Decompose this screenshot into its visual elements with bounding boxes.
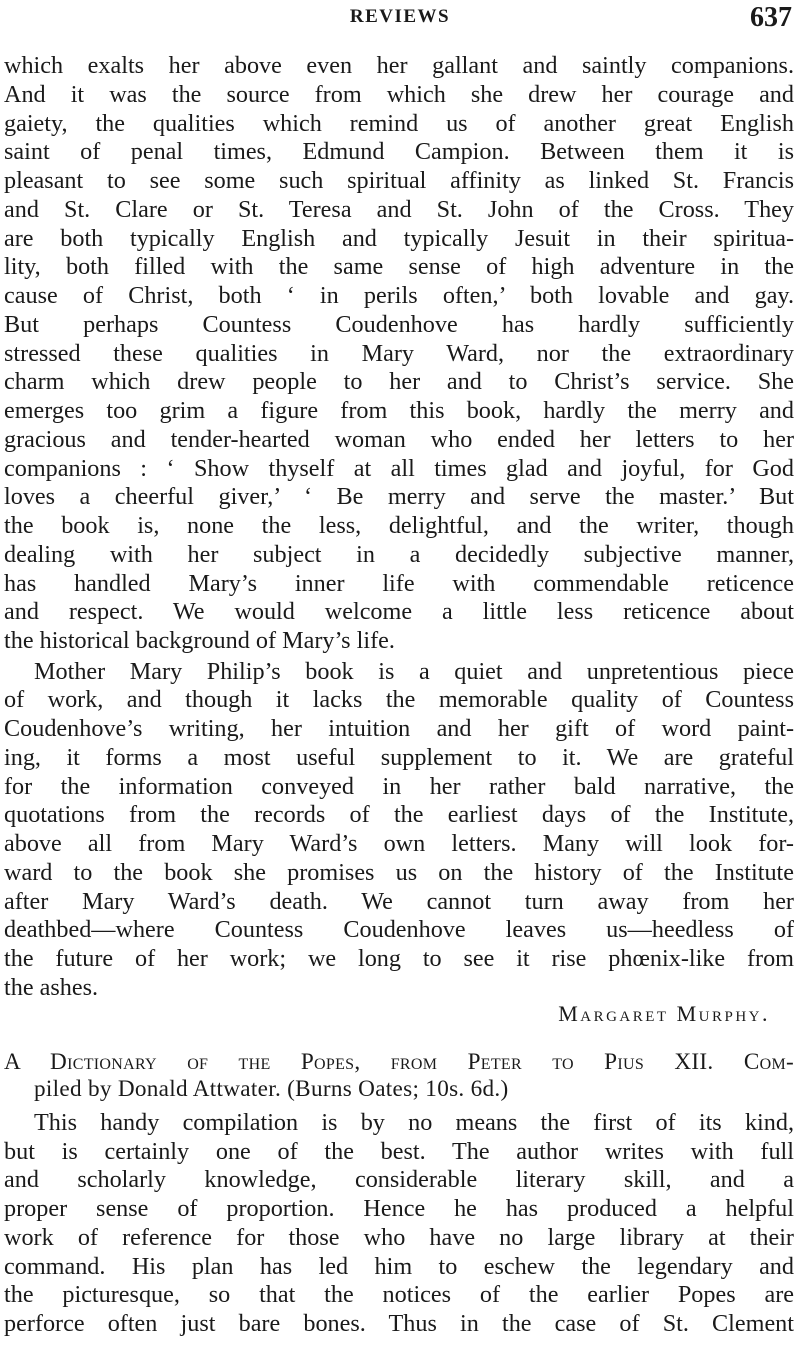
text-line: the future of her work; we long to see it rise phœnix-like from	[4, 945, 794, 973]
text-line: proper sense of proportion. Hence he has produced a helpful	[4, 1195, 794, 1222]
text-line: emerges too grim a figure from this book, hardly the merry and	[4, 397, 794, 425]
text-line: the ashes.	[4, 973, 99, 1001]
text-line: work of reference for those who have no large library at their	[4, 1223, 794, 1251]
text-line: and respect. We would welcome a little less reticence about	[4, 598, 794, 626]
text-line: ward to the book she promises us on the history of the Institute	[4, 858, 794, 886]
text-line: for the information conveyed in her rather bald narrative, the	[4, 772, 794, 800]
text-line: gracious and tender-hearted woman who ended her letters to her	[4, 425, 794, 453]
reviewer-signature: Margaret Murphy.	[558, 1000, 770, 1026]
page-number: 637	[750, 2, 792, 33]
text-line: and scholarly knowledge, considerable literary skill, and a	[4, 1166, 794, 1194]
text-line: the picturesque, so that the notices of the earlier Popes are	[4, 1281, 794, 1309]
text-line: the book is, none the less, delightful, and the writer, though	[4, 512, 794, 540]
text-line: But perhaps Countess Coudenhove has hardly sufficiently	[4, 310, 794, 338]
text-line: after Mary Ward’s death. We cannot turn away from her	[4, 887, 794, 915]
text-line: This handy compilation is by no means the first of its kind,	[34, 1108, 794, 1136]
review-heading-line: A Dictionary of the Popes, from Peter to Pius XII. Com-	[4, 1048, 794, 1075]
text-line: lity, both filled with the same sense of high adventure in the	[4, 253, 794, 281]
text-line: deathbed—where Countess Coudenhove leaves us—heedless of	[4, 916, 794, 944]
text-line: of work, and though it lacks the memorable quality of Countess	[4, 686, 794, 714]
running-title: REVIEWS	[349, 6, 451, 27]
text-line: cause of Christ, both ‘ in perils often,’ both lovable and gay.	[4, 282, 794, 309]
text-line: are both typically English and typically Jesuit in their spiritua-	[4, 224, 794, 252]
text-line: saint of penal times, Edmund Campion. Between them it is	[4, 138, 794, 166]
text-line: gaiety, the qualities which remind us of another great English	[4, 109, 794, 137]
text-line: stressed these qualities in Mary Ward, nor the extraordinary	[4, 339, 794, 367]
text-line: quotations from the records of the earliest days of the Institute,	[4, 801, 794, 829]
text-line: companions : ‘ Show thyself at all times glad and joyful, for God	[4, 454, 794, 482]
text-line: loves a cheerful giver,’ ‘ Be merry and serve the master.’ But	[4, 483, 794, 511]
text-line: has handled Mary’s inner life with commendable reticence	[4, 569, 794, 597]
text-line: above all from Mary Ward’s own letters. Many will look for-	[4, 830, 794, 858]
text-line: charm which drew people to her and to Christ’s service. She	[4, 368, 794, 396]
text-line: and St. Clare or St. Teresa and St. John of the Cross. They	[4, 195, 794, 223]
text-line: perforce often just bare bones. Thus in the case of St. Clement	[4, 1310, 794, 1337]
text-line: And it was the source from which she drew her courage and	[4, 80, 794, 108]
text-line: which exalts her above even her gallant and saintly companions.	[4, 52, 794, 79]
running-head	[0, 2, 800, 36]
text-line: Mother Mary Philip’s book is a quiet and unpretentious piece	[34, 657, 794, 685]
text-line: ing, it forms a most useful supplement to it. We are grateful	[4, 743, 794, 771]
text-line: dealing with her subject in a decidedly subjective manner,	[4, 540, 794, 568]
text-line: Coudenhove’s writing, her intuition and her gift of word paint-	[4, 715, 794, 743]
text-line: pleasant to see some such spiritual affinity as linked St. Francis	[4, 167, 794, 194]
text-line: the historical background of Mary’s life.	[4, 627, 395, 655]
text-line: command. His plan has led him to eschew the legendary and	[4, 1252, 794, 1280]
review-heading-line: piled by Donald Attwater. (Burns Oates; 10s. 6d.)	[34, 1075, 509, 1102]
text-line: but is certainly one of the best. The author writes with full	[4, 1137, 794, 1165]
